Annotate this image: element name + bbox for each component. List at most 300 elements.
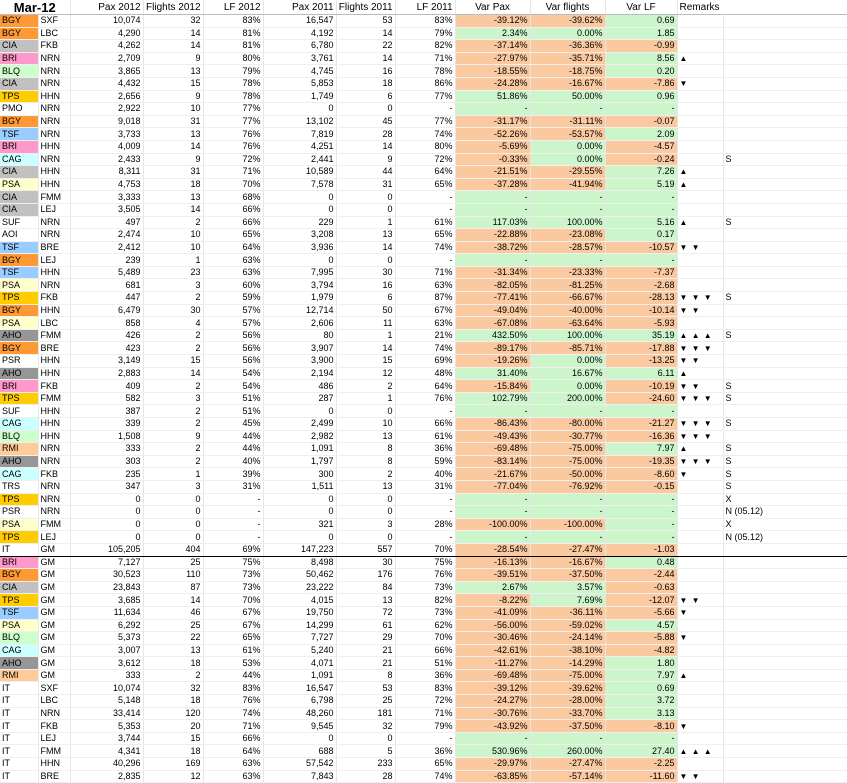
origin-cell: IT xyxy=(0,707,38,720)
flights-2012-cell: 20 xyxy=(143,720,203,733)
flights-2011-cell: 53 xyxy=(336,15,395,28)
remarks-cell xyxy=(723,367,847,380)
var-flights-cell: 0.00% xyxy=(530,140,605,153)
trend-arrows xyxy=(677,103,723,116)
trend-arrows xyxy=(677,317,723,330)
lf-2011-cell: - xyxy=(395,506,455,519)
lf-2012-cell: 65% xyxy=(203,632,263,645)
flights-2012-cell: 3 xyxy=(143,279,203,292)
remarks-cell xyxy=(723,229,847,242)
table-row xyxy=(0,40,847,53)
pax-2011-cell: 12,714 xyxy=(263,304,336,317)
origin-cell: BGY xyxy=(0,254,38,267)
table-row xyxy=(0,455,847,468)
pax-2011-cell: 1,797 xyxy=(263,455,336,468)
pax-2012-cell: 387 xyxy=(70,405,143,418)
flights-2012-cell: 10 xyxy=(143,241,203,254)
pax-2011-cell: 2,606 xyxy=(263,317,336,330)
var-pax-cell: -37.28% xyxy=(455,178,530,191)
var-flights-cell: -16.67% xyxy=(530,556,605,569)
pax-2011-cell: 321 xyxy=(263,518,336,531)
var-flights-cell: 50.00% xyxy=(530,90,605,103)
flights-2012-cell: 2 xyxy=(143,292,203,305)
dest-cell: NRN xyxy=(38,279,70,292)
var-flights-cell: 3.57% xyxy=(530,581,605,594)
lf-2012-cell: 66% xyxy=(203,732,263,745)
var-flights-cell: - xyxy=(530,405,605,418)
pax-2012-cell: 447 xyxy=(70,292,143,305)
trend-arrows xyxy=(677,657,723,670)
var-lf-cell: 27.40 xyxy=(605,745,677,758)
flights-2011-cell: 72 xyxy=(336,606,395,619)
flights-2012-cell: 22 xyxy=(143,632,203,645)
pax-2011-cell: 3,936 xyxy=(263,241,336,254)
origin-cell: TRS xyxy=(0,480,38,493)
var-pax-cell: -11.27% xyxy=(455,657,530,670)
flights-2012-cell: 9 xyxy=(143,90,203,103)
pax-2011-cell: 2,982 xyxy=(263,430,336,443)
dest-cell: GM xyxy=(38,594,70,607)
var-flights-cell: -37.50% xyxy=(530,569,605,582)
pax-2012-cell: 3,149 xyxy=(70,355,143,368)
origin-cell: PSA xyxy=(0,317,38,330)
var-lf-cell: -0.63 xyxy=(605,581,677,594)
lf-2011-cell: 71% xyxy=(395,707,455,720)
flights-2011-cell: 16 xyxy=(336,279,395,292)
flights-2012-cell: 2 xyxy=(143,342,203,355)
pax-2012-cell: 5,373 xyxy=(70,632,143,645)
lf-2011-cell: 65% xyxy=(395,178,455,191)
trend-arrows: ▼ ▼ xyxy=(677,241,723,254)
trend-arrows xyxy=(677,229,723,242)
table-row xyxy=(0,770,847,783)
lf-2012-cell: 63% xyxy=(203,758,263,771)
lf-2011-cell: - xyxy=(395,254,455,267)
table-row xyxy=(0,707,847,720)
flights-2011-cell: 44 xyxy=(336,166,395,179)
var-pax-cell: -19.26% xyxy=(455,355,530,368)
lf-2011-cell: 65% xyxy=(395,758,455,771)
var-flights-cell: -23.08% xyxy=(530,229,605,242)
pax-2012-cell: 4,432 xyxy=(70,77,143,90)
var-flights-cell: - xyxy=(530,203,605,216)
trend-arrows xyxy=(677,707,723,720)
pax-2011-cell: 9,545 xyxy=(263,720,336,733)
var-lf-cell: -13.25 xyxy=(605,355,677,368)
trend-arrows xyxy=(677,556,723,569)
remarks-cell xyxy=(723,657,847,670)
dest-cell: NRN xyxy=(38,493,70,506)
lf-2012-cell: 61% xyxy=(203,644,263,657)
dest-cell: HHN xyxy=(38,304,70,317)
origin-cell: IT xyxy=(0,770,38,783)
flights-2011-cell: 45 xyxy=(336,115,395,128)
lf-2011-cell: 63% xyxy=(395,279,455,292)
lf-2011-cell: 86% xyxy=(395,77,455,90)
pax-2012-cell: 2,922 xyxy=(70,103,143,116)
lf-2011-cell: - xyxy=(395,203,455,216)
flights-2012-cell: 14 xyxy=(143,27,203,40)
origin-cell: AHO xyxy=(0,367,38,380)
var-flights-cell: -57.14% xyxy=(530,770,605,783)
trend-arrows xyxy=(677,480,723,493)
var-flights-cell: -37.50% xyxy=(530,720,605,733)
flights-2012-cell: 13 xyxy=(143,65,203,78)
origin-cell: SUF xyxy=(0,216,38,229)
flights-2011-cell: 0 xyxy=(336,531,395,544)
var-flights-cell: -29.55% xyxy=(530,166,605,179)
table-row xyxy=(0,518,847,531)
trend-arrows xyxy=(677,191,723,204)
lf-2012-cell: 56% xyxy=(203,355,263,368)
var-flights-cell: -85.71% xyxy=(530,342,605,355)
pax-2011-cell: 287 xyxy=(263,392,336,405)
flights-2011-cell: 6 xyxy=(336,90,395,103)
remarks-cell xyxy=(723,191,847,204)
var-lf-cell: - xyxy=(605,531,677,544)
lf-2012-cell: 79% xyxy=(203,65,263,78)
trend-arrows xyxy=(677,619,723,632)
trend-arrows: ▲ xyxy=(677,178,723,191)
var-flights-cell: -23.33% xyxy=(530,266,605,279)
var-flights-cell: -30.77% xyxy=(530,430,605,443)
flights-2012-cell: 10 xyxy=(143,229,203,242)
pax-2011-cell: 80 xyxy=(263,329,336,342)
pax-2012-cell: 2,709 xyxy=(70,52,143,65)
pax-2012-cell: 426 xyxy=(70,329,143,342)
lf-2011-cell: 77% xyxy=(395,115,455,128)
table-row xyxy=(0,594,847,607)
flights-2011-cell: 0 xyxy=(336,203,395,216)
var-flights-cell: -24.14% xyxy=(530,632,605,645)
flights-2012-cell: 2 xyxy=(143,455,203,468)
pax-2012-cell: 2,656 xyxy=(70,90,143,103)
origin-cell: CIA xyxy=(0,77,38,90)
remarks-cell xyxy=(723,304,847,317)
var-pax-cell: -30.76% xyxy=(455,707,530,720)
var-pax-cell: - xyxy=(455,405,530,418)
var-pax-cell: -37.14% xyxy=(455,40,530,53)
lf-2012-cell: 39% xyxy=(203,468,263,481)
pax-2012-cell: 105,205 xyxy=(70,543,143,556)
flights-2011-cell: 11 xyxy=(336,317,395,330)
pax-2012-cell: 3,333 xyxy=(70,191,143,204)
pax-2012-cell: 4,290 xyxy=(70,27,143,40)
lf-2011-cell: 28% xyxy=(395,518,455,531)
lf-2012-cell: 57% xyxy=(203,304,263,317)
var-pax-cell: - xyxy=(455,203,530,216)
lf-2012-cell: 70% xyxy=(203,594,263,607)
origin-cell: BGY xyxy=(0,27,38,40)
lf-2011-cell: 61% xyxy=(395,216,455,229)
flights-2011-cell: 18 xyxy=(336,77,395,90)
flights-2011-cell: 28 xyxy=(336,128,395,141)
var-lf-cell: -17.88 xyxy=(605,342,677,355)
var-lf-cell: 3.13 xyxy=(605,707,677,720)
var-lf-cell: -0.07 xyxy=(605,115,677,128)
var-pax-cell: -31.17% xyxy=(455,115,530,128)
var-flights-cell: 0.00% xyxy=(530,27,605,40)
table-row xyxy=(0,732,847,745)
table-row xyxy=(0,493,847,506)
var-pax-cell: -69.48% xyxy=(455,443,530,456)
origin-cell: PMO xyxy=(0,103,38,116)
flights-2011-cell: 13 xyxy=(336,430,395,443)
trend-arrows: ▼ ▼ ▼ xyxy=(677,292,723,305)
header-var-pax: Var Pax xyxy=(455,0,530,15)
var-flights-cell: - xyxy=(530,254,605,267)
remarks-cell xyxy=(723,90,847,103)
var-pax-cell: -30.46% xyxy=(455,632,530,645)
trend-arrows: ▲ xyxy=(677,216,723,229)
var-flights-cell: -100.00% xyxy=(530,518,605,531)
lf-2012-cell: 70% xyxy=(203,178,263,191)
dest-cell: NRN xyxy=(38,115,70,128)
trend-arrows xyxy=(677,518,723,531)
var-flights-cell: 260.00% xyxy=(530,745,605,758)
var-lf-cell: - xyxy=(605,493,677,506)
origin-cell: PSR xyxy=(0,355,38,368)
var-pax-cell: -100.00% xyxy=(455,518,530,531)
dest-cell: HHN xyxy=(38,418,70,431)
trend-arrows: ▲ ▲ ▲ xyxy=(677,329,723,342)
header-lf-2011: LF 2011 xyxy=(395,0,455,15)
table-row xyxy=(0,657,847,670)
trend-arrows: ▼ ▼ ▼ xyxy=(677,455,723,468)
flights-2011-cell: 10 xyxy=(336,418,395,431)
var-pax-cell: -42.61% xyxy=(455,644,530,657)
trend-arrows: ▲ ▲ ▲ xyxy=(677,745,723,758)
remarks-cell xyxy=(723,770,847,783)
var-lf-cell: -2.25 xyxy=(605,758,677,771)
flights-2012-cell: 169 xyxy=(143,758,203,771)
var-lf-cell: -4.82 xyxy=(605,644,677,657)
flights-2011-cell: 21 xyxy=(336,644,395,657)
var-pax-cell: - xyxy=(455,732,530,745)
dest-cell: HHN xyxy=(38,405,70,418)
var-flights-cell: -75.00% xyxy=(530,455,605,468)
dest-cell: NRN xyxy=(38,103,70,116)
table-row xyxy=(0,27,847,40)
dest-cell: FMM xyxy=(38,329,70,342)
var-pax-cell: -28.54% xyxy=(455,543,530,556)
origin-cell: BRI xyxy=(0,556,38,569)
lf-2011-cell: 74% xyxy=(395,241,455,254)
flights-2011-cell: 31 xyxy=(336,178,395,191)
lf-2012-cell: 54% xyxy=(203,367,263,380)
origin-cell: PSA xyxy=(0,178,38,191)
lf-2011-cell: 40% xyxy=(395,468,455,481)
lf-2011-cell: 61% xyxy=(395,430,455,443)
var-lf-cell: -16.36 xyxy=(605,430,677,443)
trend-arrows xyxy=(677,90,723,103)
origin-cell: IT xyxy=(0,732,38,745)
flights-2011-cell: 30 xyxy=(336,556,395,569)
remarks-cell: S xyxy=(723,380,847,393)
pax-2011-cell: 2,194 xyxy=(263,367,336,380)
lf-2012-cell: 59% xyxy=(203,292,263,305)
remarks-cell xyxy=(723,405,847,418)
lf-2011-cell: 77% xyxy=(395,90,455,103)
trend-arrows xyxy=(677,682,723,695)
table-row xyxy=(0,443,847,456)
table-row xyxy=(0,418,847,431)
lf-2011-cell: 72% xyxy=(395,153,455,166)
var-lf-cell: -21.27 xyxy=(605,418,677,431)
var-lf-cell: 3.72 xyxy=(605,695,677,708)
pax-2012-cell: 333 xyxy=(70,669,143,682)
header-remarks: Remarks xyxy=(677,0,847,15)
var-lf-cell: -5.88 xyxy=(605,632,677,645)
dest-cell: FMM xyxy=(38,191,70,204)
remarks-cell: S xyxy=(723,216,847,229)
flights-2012-cell: 14 xyxy=(143,367,203,380)
pax-2012-cell: 0 xyxy=(70,493,143,506)
table-row xyxy=(0,77,847,90)
pax-2012-cell: 423 xyxy=(70,342,143,355)
var-pax-cell: -21.51% xyxy=(455,166,530,179)
pax-2011-cell: 23,222 xyxy=(263,581,336,594)
flights-2012-cell: 2 xyxy=(143,380,203,393)
origin-cell: IT xyxy=(0,543,38,556)
pax-2011-cell: 3,907 xyxy=(263,342,336,355)
dest-cell: SXF xyxy=(38,682,70,695)
var-lf-cell: -10.14 xyxy=(605,304,677,317)
trend-arrows xyxy=(677,758,723,771)
remarks-cell: S xyxy=(723,443,847,456)
dest-cell: FKB xyxy=(38,292,70,305)
var-flights-cell: - xyxy=(530,732,605,745)
pax-2011-cell: 4,745 xyxy=(263,65,336,78)
table-row xyxy=(0,380,847,393)
lf-2011-cell: 31% xyxy=(395,480,455,493)
dest-cell: LEJ xyxy=(38,531,70,544)
var-pax-cell: - xyxy=(455,531,530,544)
var-flights-cell: -28.00% xyxy=(530,695,605,708)
origin-cell: CIA xyxy=(0,581,38,594)
origin-cell: TPS xyxy=(0,493,38,506)
lf-2011-cell: 63% xyxy=(395,317,455,330)
var-pax-cell: -56.00% xyxy=(455,619,530,632)
lf-2011-cell: 66% xyxy=(395,418,455,431)
lf-2012-cell: - xyxy=(203,531,263,544)
remarks-cell xyxy=(723,758,847,771)
lf-2011-cell: 70% xyxy=(395,632,455,645)
flights-2012-cell: 15 xyxy=(143,355,203,368)
trend-arrows: ▼ ▼ xyxy=(677,304,723,317)
pax-2011-cell: 0 xyxy=(263,405,336,418)
pax-2011-cell: 50,462 xyxy=(263,569,336,582)
lf-2012-cell: 76% xyxy=(203,128,263,141)
trend-arrows xyxy=(677,115,723,128)
var-lf-cell: 0.69 xyxy=(605,15,677,28)
flights-2012-cell: 18 xyxy=(143,745,203,758)
table-row xyxy=(0,342,847,355)
var-flights-cell: -27.47% xyxy=(530,543,605,556)
table-row xyxy=(0,254,847,267)
table-row xyxy=(0,355,847,368)
table-row xyxy=(0,758,847,771)
trend-arrows xyxy=(677,493,723,506)
lf-2012-cell: 73% xyxy=(203,581,263,594)
remarks-cell: X xyxy=(723,518,847,531)
table-row xyxy=(0,229,847,242)
flights-2011-cell: 22 xyxy=(336,40,395,53)
origin-cell: TSF xyxy=(0,266,38,279)
pax-2012-cell: 40,296 xyxy=(70,758,143,771)
flights-2011-cell: 9 xyxy=(336,153,395,166)
trend-arrows: ▲ xyxy=(677,367,723,380)
header-flights-2011: Flights 2011 xyxy=(336,0,395,15)
var-lf-cell: 0.17 xyxy=(605,229,677,242)
flights-2012-cell: 2 xyxy=(143,329,203,342)
var-pax-cell: -5.69% xyxy=(455,140,530,153)
pax-2012-cell: 3,744 xyxy=(70,732,143,745)
flights-2011-cell: 8 xyxy=(336,669,395,682)
flights-2012-cell: 30 xyxy=(143,304,203,317)
lf-2012-cell: 31% xyxy=(203,480,263,493)
var-flights-cell: -14.29% xyxy=(530,657,605,670)
var-flights-cell: 0.00% xyxy=(530,355,605,368)
flights-2012-cell: 14 xyxy=(143,140,203,153)
trend-arrows xyxy=(677,644,723,657)
origin-cell: TPS xyxy=(0,90,38,103)
flights-2012-cell: 0 xyxy=(143,506,203,519)
lf-2011-cell: - xyxy=(395,531,455,544)
table-row xyxy=(0,115,847,128)
table-row xyxy=(0,745,847,758)
pax-2011-cell: 7,995 xyxy=(263,266,336,279)
remarks-cell xyxy=(723,606,847,619)
lf-2012-cell: 53% xyxy=(203,657,263,670)
var-pax-cell: - xyxy=(455,103,530,116)
table-row xyxy=(0,52,847,65)
pax-2012-cell: 3,612 xyxy=(70,657,143,670)
var-lf-cell: 2.09 xyxy=(605,128,677,141)
lf-2012-cell: 77% xyxy=(203,115,263,128)
origin-cell: AHO xyxy=(0,455,38,468)
var-pax-cell: - xyxy=(455,254,530,267)
pax-2011-cell: 13,102 xyxy=(263,115,336,128)
dest-cell: NRN xyxy=(38,52,70,65)
pax-2012-cell: 0 xyxy=(70,531,143,544)
flights-2011-cell: 1 xyxy=(336,216,395,229)
dest-cell: GM xyxy=(38,657,70,670)
lf-2012-cell: 51% xyxy=(203,392,263,405)
remarks-cell xyxy=(723,581,847,594)
pax-2011-cell: 2,499 xyxy=(263,418,336,431)
var-lf-cell: -10.57 xyxy=(605,241,677,254)
var-flights-cell: 200.00% xyxy=(530,392,605,405)
pax-2012-cell: 4,753 xyxy=(70,178,143,191)
var-flights-cell: -18.75% xyxy=(530,65,605,78)
trend-arrows xyxy=(677,279,723,292)
pax-2011-cell: 0 xyxy=(263,191,336,204)
flights-2011-cell: 13 xyxy=(336,480,395,493)
flights-2011-cell: 16 xyxy=(336,65,395,78)
remarks-cell xyxy=(723,115,847,128)
var-flights-cell: -40.00% xyxy=(530,304,605,317)
lf-2011-cell: - xyxy=(395,732,455,745)
table-row xyxy=(0,430,847,443)
origin-cell: PSA xyxy=(0,518,38,531)
var-lf-cell: 4.57 xyxy=(605,619,677,632)
var-flights-cell: -63.64% xyxy=(530,317,605,330)
flights-2011-cell: 14 xyxy=(336,52,395,65)
header-var-lf: Var LF xyxy=(605,0,677,15)
dest-cell: FMM xyxy=(38,745,70,758)
pax-2012-cell: 339 xyxy=(70,418,143,431)
